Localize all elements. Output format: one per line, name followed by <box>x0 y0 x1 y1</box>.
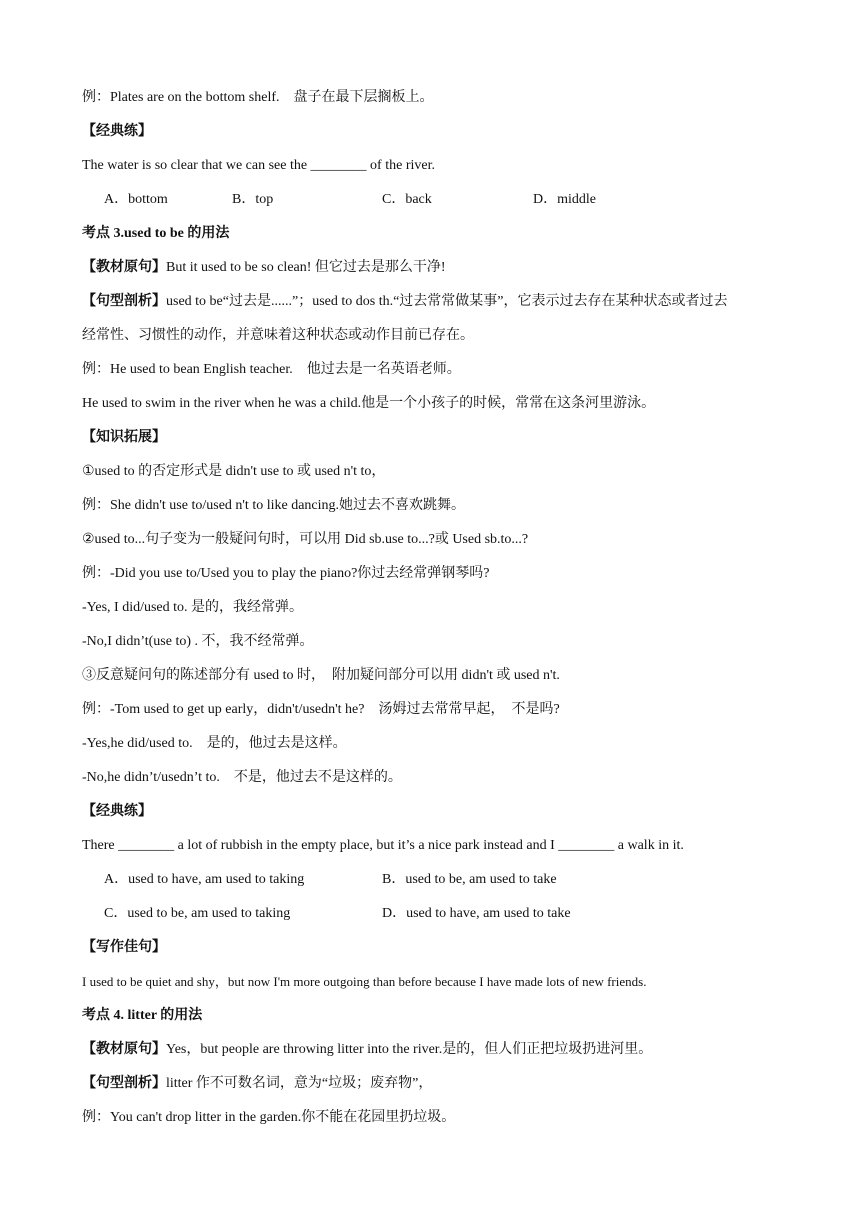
example-dancing: 例：She didn't use to/used n't to like dancing.她过去不喜欢跳舞。 <box>82 498 466 513</box>
example-plates: 例：Plates are on the bottom shelf. 盘子在最下层搁板上。 <box>82 90 434 105</box>
answer-no-2: -No,he didn’t/usedn’t to. 不是，他过去不是这样的。 <box>82 770 402 785</box>
section-heading-practice: 【经典练】 <box>82 124 152 139</box>
analysis-line-1: 【句型剖析】used to be“过去是......”；used to dos th.“过去常常做某事”，它表示过去存在某种状态或者过去 <box>82 294 728 309</box>
example-swim: He used to swim in the river when he was a child.他是一个小孩子的时候，常常在这条河里游泳。 <box>82 396 656 411</box>
q1-option-b: B．top <box>232 192 274 207</box>
q2-option-c: C．used to be, am used to taking <box>104 906 291 921</box>
analysis-line-2: 经常性、习惯性的动作，并意味着这种状态或动作目前已存在。 <box>82 328 474 343</box>
example-teacher: 例：He used to bean English teacher. 他过去是一名英语老师。 <box>82 362 461 377</box>
question-1: The water is so clear that we can see the ________ of the river. <box>82 158 435 173</box>
extension-negative: ①used to 的否定形式是 didn't use to 或 used n't to， <box>82 464 386 479</box>
answer-yes-2: -Yes,he did/used to. 是的，他过去是这样。 <box>82 736 347 751</box>
textbook-sentence: 【教材原句】But it used to be so clean! 但它过去是那么干净! <box>82 260 446 275</box>
section-heading-writing: 【写作佳句】 <box>82 940 166 955</box>
topic-3-heading: 考点 3.used to be 的用法 <box>82 226 230 241</box>
writing-sentence: I used to be quiet and shy，but now I'm more outgoing than before because I have made lots of new friends. <box>82 974 647 989</box>
extension-tag-question: ③反意疑问句的陈述部分有 used to 时， 附加疑问部分可以用 didn't 或 used n't. <box>82 668 560 683</box>
answer-no-1: -No,I didn’t(use to) . 不，我不经常弹。 <box>82 634 314 649</box>
question-2: There ________ a lot of rubbish in the empty place, but it’s a nice park instead and I ________ a walk in it. <box>82 838 684 853</box>
example-garden: 例：You can't drop litter in the garden.你不能在花园里扔垃圾。 <box>82 1110 456 1125</box>
q2-option-b: B．used to be, am used to take <box>382 872 557 887</box>
analysis-litter: 【句型剖析】litter 作不可数名词，意为“垃圾；废弃物”， <box>82 1076 433 1091</box>
q2-option-d: D．used to have, am used to take <box>382 906 571 921</box>
q2-option-a: A．used to have, am used to taking <box>104 872 305 887</box>
section-heading-extension: 【知识拓展】 <box>82 430 166 445</box>
answer-yes-1: -Yes, I did/used to. 是的，我经常弹。 <box>82 600 304 615</box>
extension-question: ②used to...句子变为一般疑问句时，可以用 Did sb.use to...?或 Used sb.to...? <box>82 532 529 547</box>
example-piano: 例：-Did you use to/Used you to play the piano?你过去经常弹钢琴吗? <box>82 566 490 581</box>
textbook-sentence-litter: 【教材原句】Yes，but people are throwing litter into the river.是的，但人们正把垃圾扔进河里。 <box>82 1042 653 1057</box>
topic-4-heading: 考点 4. litter 的用法 <box>82 1008 203 1023</box>
q1-option-d: D．middle <box>533 192 596 207</box>
section-heading-practice-2: 【经典练】 <box>82 804 152 819</box>
example-tom: 例：-Tom used to get up early，didn't/usedn't he? 汤姆过去常常早起， 不是吗? <box>82 702 560 717</box>
q1-option-a: A．bottom <box>104 192 168 207</box>
q1-option-c: C．back <box>382 192 432 207</box>
